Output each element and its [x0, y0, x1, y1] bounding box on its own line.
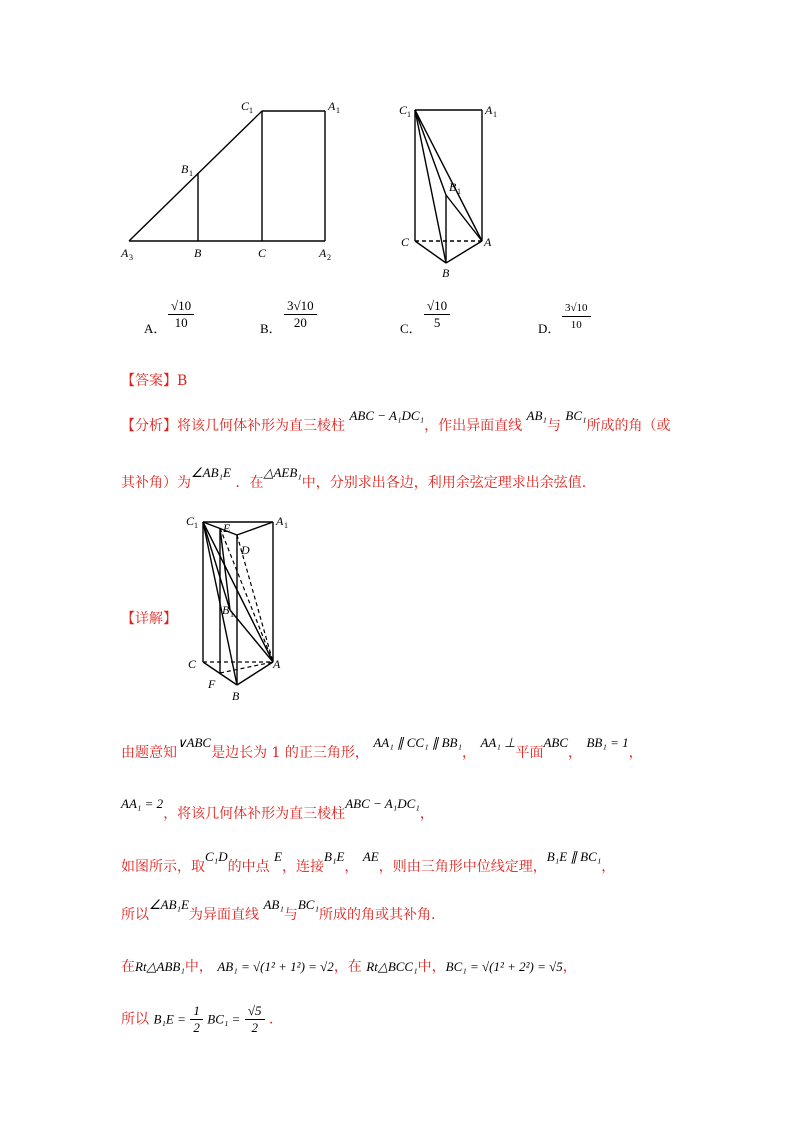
detail-line-3: 如图所示，取C₁D的中点 E，连接B₁E， AE，则由三角形中位线定理，B₁E ∥ BC₁，	[121, 849, 616, 875]
svg-text:1: 1	[189, 169, 193, 178]
detail-line-1: 由题意知∨ABC是边长为 1 的正三角形， AA₁ ∥ CC₁ ∥ BB₁， AA₁ ⊥平面ABC， BB₁ = 1，	[121, 735, 643, 761]
label-c: C	[188, 657, 197, 671]
option-c-letter: C．	[400, 321, 422, 336]
answer-tag: 【答案】	[121, 373, 177, 389]
option-d-fraction: $\frac{3√10}{10}$	[562, 300, 591, 333]
svg-text:1: 1	[407, 110, 411, 119]
detail-line-4: 所以∠AB₁E为异面直线 AB₁与BC₁所成的角或其补角.	[121, 897, 436, 923]
fraction-half: $\frac{1}{2}$	[190, 1003, 203, 1036]
option-d-letter: D．	[538, 321, 561, 336]
label-b: B	[442, 266, 450, 280]
label-a: A	[484, 235, 492, 249]
figure-1-net	[115, 95, 345, 265]
label-a1: A	[276, 514, 284, 528]
option-c-fraction: $\frac{√10}{5}$	[424, 298, 450, 331]
answer-line	[121, 370, 187, 390]
label-c1: C	[399, 103, 408, 117]
label-b: B	[232, 689, 240, 703]
option-b-letter: B．	[260, 321, 282, 336]
svg-text:1: 1	[457, 187, 461, 196]
label-c1: C	[186, 514, 195, 528]
label-a1: A	[485, 103, 493, 117]
svg-text:1: 1	[230, 610, 234, 619]
label-a3: A	[121, 246, 129, 260]
label-b1: B	[222, 603, 230, 617]
label-d: D	[241, 543, 250, 557]
label-a2: A	[319, 246, 327, 260]
analysis-line-2: 其补角）为∠AB₁E ．在△AEB₁中，分别求出各边，利用余弦定理求出余弦值.	[121, 465, 587, 491]
svg-text:1: 1	[336, 106, 340, 115]
detail-line-6: 所以 B₁E = $\frac{1}{2}$ BC₁ = $\frac{√5}{2}$ .	[121, 1003, 274, 1035]
svg-text:1: 1	[284, 521, 288, 530]
label-b: B	[194, 246, 202, 260]
svg-text:1: 1	[194, 521, 198, 530]
option-a-fraction: $\frac{√10}{10}$	[168, 298, 194, 331]
detail-line-5: 在Rt△ABB₁中， AB₁ = √(1² + 1²) = √2，在 Rt△BCC₁中，BC₁ = √(1² + 2²) = √5，	[121, 959, 577, 975]
label-c: C	[258, 246, 267, 260]
label-b1: B	[181, 162, 189, 176]
detail-tag: 【详解】	[121, 611, 177, 627]
option-a-letter: A．	[144, 321, 167, 336]
label-c1: C	[241, 99, 250, 113]
svg-text:3: 3	[129, 253, 133, 262]
option-b-fraction: $\frac{3√10}{20}$	[284, 298, 317, 331]
label-a1: A	[328, 99, 336, 113]
detail-line-2: AA₁ = 2，将该几何体补形为直三棱柱ABC − A₁DC₁，	[121, 796, 434, 822]
slant-edge	[129, 111, 262, 241]
label-a: A	[273, 657, 281, 671]
figure-3-completed-prism	[180, 510, 295, 705]
label-b1: B	[449, 180, 457, 194]
figure-2-prism	[395, 100, 505, 280]
fraction-root5-over-2: $\frac{√5}{2}$	[245, 1003, 265, 1036]
svg-text:1: 1	[493, 110, 497, 119]
label-c: C	[401, 235, 410, 249]
answer-value: B	[177, 373, 188, 389]
analysis-tag: 【分析】	[121, 418, 177, 434]
svg-text:2: 2	[327, 253, 331, 262]
label-e: E	[223, 521, 231, 535]
svg-text:1: 1	[249, 106, 253, 115]
analysis-line-1: 【分析】将该几何体补形为直三棱柱 ABC − A₁DC₁，作出异面直线 AB₁与 BC₁所成的角（或	[121, 408, 671, 434]
label-f: F	[208, 677, 216, 691]
